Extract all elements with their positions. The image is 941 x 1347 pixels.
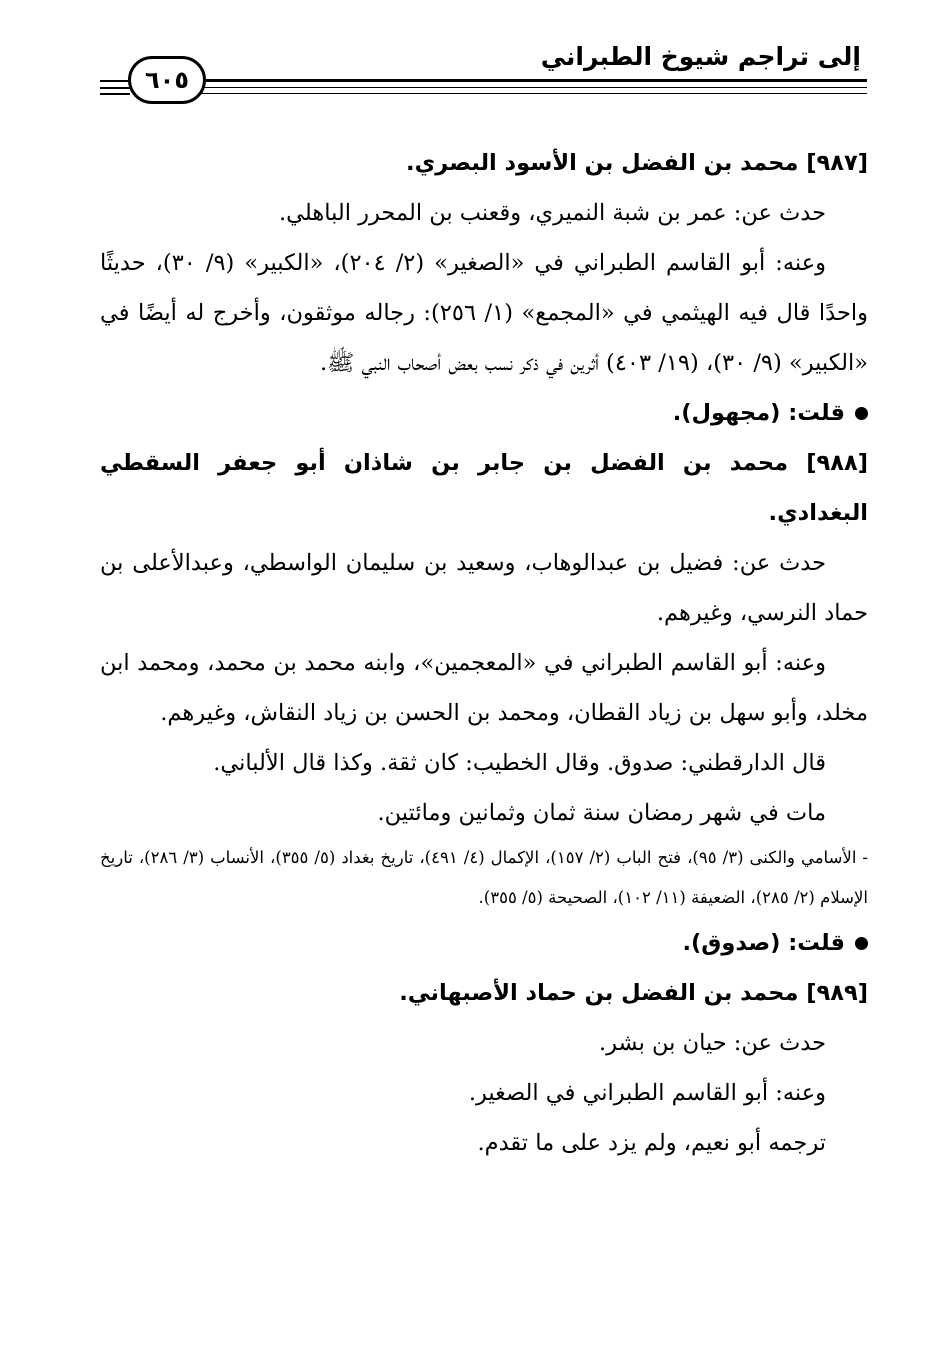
sources-footnote: - الأسامي والكنى (٣/ ٩٥)، فتح الباب (٢/ ١٥٧)، الإكمال (٤/ ٤٩١)، تاريخ بغداد (٥/ ٣٥٥)، الأنساب (٣/ ٢٨٦)، تاريخ الإسلام (٢/ ٢٨٥)، الضعيفة (١١/ ١٠٢)، الصحيحة (٥/ ٣٥٥). <box>100 848 869 907</box>
narrated-by: وعنه: أبو القاسم الطبراني في «المعجمين»، وابنه محمد بن محمد، ومحمد ابن مخلد، وأبو سهل بن زياد القطان، ومحمد بن الحسن بن زياد النقاش، وغيرهم. <box>100 650 868 726</box>
entry-heading: [٩٨٨] محمد بن الفضل بن جابر بن شاذان أبو جعفر السقطي البغدادي. <box>100 450 868 526</box>
entry-heading: [٩٨٧] محمد بن الفضل بن الأسود البصري. <box>406 150 868 176</box>
grading: قال الدارقطني: صدوق. وقال الخطيب: كان ثقة. وكذا قال الألباني. <box>213 750 826 776</box>
page-number: ٦٠٥ <box>128 56 206 104</box>
narrated-from: حدث عن: عمر بن شبة النميري، وقعنب بن المحرر الباهلي. <box>279 200 826 226</box>
page-body <box>100 138 868 1168</box>
narrated-by: وعنه: أبو القاسم الطبراني في الصغير. <box>468 1080 826 1106</box>
narrated-by: وعنه: أبو القاسم الطبراني في «الصغير» (٢/ ٢٠٤)، «الكبير» (٩/ ٣٠)، حديثًا واحدًا قال فيه الهيثمي في «المجمع» (١/ ٢٥٦): رجاله موثقون، وأخرج له أيضًا في «الكبير» (٩/ ٣٠)، (١٩/ ٤٠٣) أثرين في ذكر نسب بعض أصحاب النبي ﷺ. <box>100 250 869 376</box>
verdict-text: قلت: (مجهول). <box>672 400 845 426</box>
header-rule <box>200 93 867 94</box>
header-rule <box>200 87 867 88</box>
biography-note: ترجمه أبو نعيم، ولم يزد على ما تقدم. <box>477 1130 826 1156</box>
bullet-icon <box>855 407 868 420</box>
header-rule-left <box>100 87 130 89</box>
header-rule-left <box>100 80 130 82</box>
narrated-from: حدث عن: حيان بن بشر. <box>598 1030 826 1056</box>
entry-heading: [٩٨٩] محمد بن الفضل بن حماد الأصبهاني. <box>399 980 868 1006</box>
verdict <box>100 918 868 968</box>
verdict-text: قلت: (صدوق). <box>682 930 845 956</box>
header-rule <box>200 79 867 82</box>
bullet-icon <box>855 937 868 950</box>
death-note: مات في شهر رمضان سنة ثمان وثمانين ومائتين. <box>377 800 826 826</box>
header-rule-left <box>100 93 130 95</box>
narrated-from: حدث عن: فضيل بن عبدالوهاب، وسعيد بن سليمان الواسطي، وعبدالأعلى بن حماد النرسي، وغيرهم. <box>100 550 868 626</box>
running-header-title: إلى تراجم شيوخ الطبراني <box>540 42 861 71</box>
verdict <box>100 388 868 438</box>
